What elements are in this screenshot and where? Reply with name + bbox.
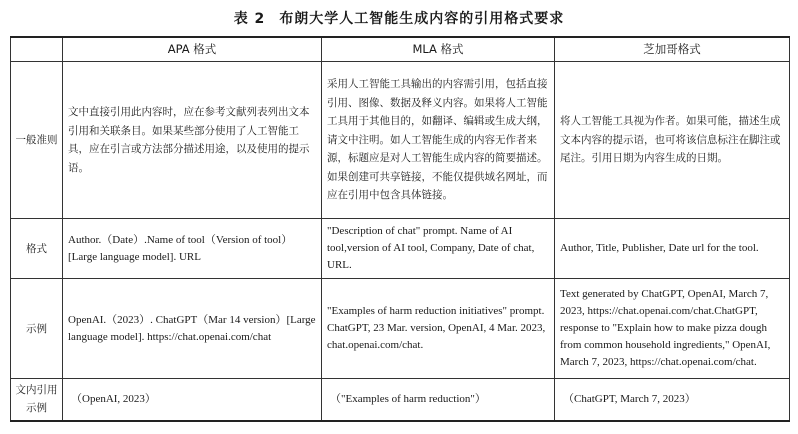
table-cell: OpenAI.（2023）. ChatGPT（Mar 14 version）[Large language model]. https://chat.openai.com/chat xyxy=(63,279,322,379)
table-cell: 采用人工智能工具输出的内容需引用，包括直接引用、图像、数据及释义内容。如果将人工智能工具用于其他目的，如翻译、编辑或生成大纲，请文中注明。如人工智能生成的内容无作者来源，标题应是对人工智能生成内容的简要描述。如果创建可共享链接，不能仅提供域名网址，而应在引用中包含具体链接。 xyxy=(322,62,555,219)
table-cell: "Description of chat" prompt. Name of AI tool,version of AI tool, Company, Date of chat, URL. xyxy=(322,219,555,279)
row-label: 一般准则 xyxy=(11,62,63,219)
row-label: 文内引用示例 xyxy=(11,379,63,421)
citation-format-table xyxy=(10,36,790,422)
table-cell: "Examples of harm reduction initiatives" prompt. ChatGPT, 23 Mar. version, OpenAI, 4 Mar. 2023, chat.openai.com/chat. xyxy=(322,279,555,379)
table-row xyxy=(11,219,790,279)
table-cell: 文中直接引用此内容时，应在参考文献列表列出文本引用和关联条目。如果某些部分使用了人工智能工具，应在引言或方法部分描述用途，以及使用的提示语。 xyxy=(63,62,322,219)
table-cell: Author.（Date）.Name of tool（Version of tool）[Large language model]. URL xyxy=(63,219,322,279)
header-corner xyxy=(11,37,63,62)
table-cell: Text generated by ChatGPT, OpenAI, March 7, 2023, https://chat.openai.com/chat.ChatGPT, response to "Explain how to make pizza dough from common household ingredients," OpenAI, March 7, 2023, https://chat.openai.com/chat. xyxy=(555,279,790,379)
row-label: 示例 xyxy=(11,279,63,379)
table-cell: （ChatGPT, March 7, 2023） xyxy=(555,379,790,421)
table-cell: （"Examples of harm reduction"） xyxy=(322,379,555,421)
table-caption xyxy=(0,8,798,28)
table-row xyxy=(11,62,790,219)
row-label: 格式 xyxy=(11,219,63,279)
table-title: 布朗大学人工智能生成内容的引用格式要求 xyxy=(279,11,565,27)
table-cell: （OpenAI, 2023） xyxy=(63,379,322,421)
table-number: 表 2 xyxy=(233,11,266,27)
header-mla: MLA 格式 xyxy=(322,37,555,62)
header-chicago: 芝加哥格式 xyxy=(555,37,790,62)
table-row xyxy=(11,279,790,379)
header-apa: APA 格式 xyxy=(63,37,322,62)
table-cell: Author, Title, Publisher, Date url for the tool. xyxy=(555,219,790,279)
table-row xyxy=(11,379,790,421)
header-row xyxy=(11,37,790,62)
table-cell: 将人工智能工具视为作者。如果可能，描述生成文本内容的提示语，也可将该信息标注在脚注或尾注。引用日期为内容生成的日期。 xyxy=(555,62,790,219)
